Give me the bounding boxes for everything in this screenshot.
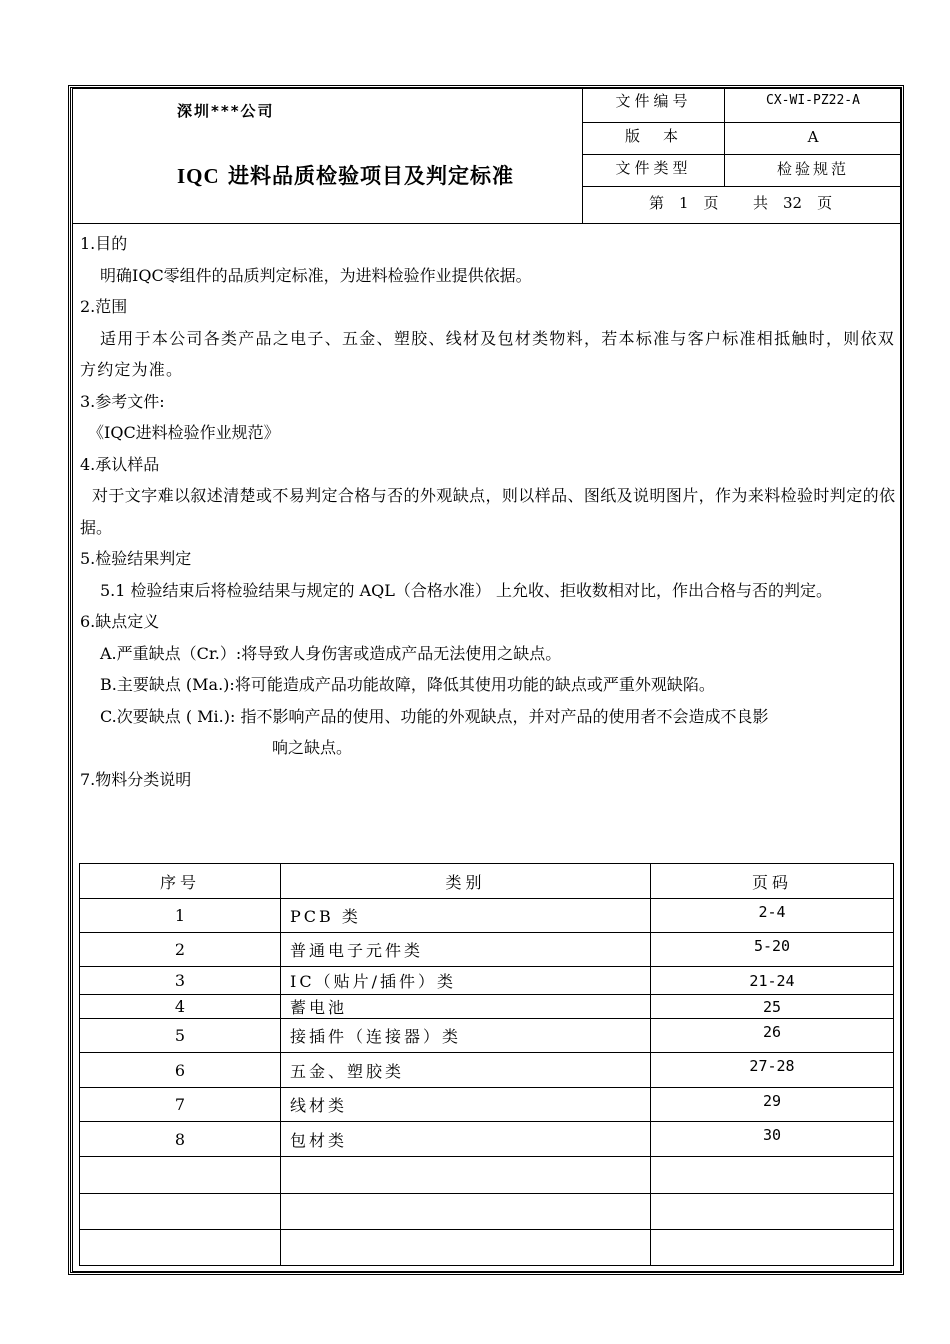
cell-category: 蓄电池 xyxy=(281,995,651,1019)
title-rest: 进料品质检验项目及判定标准 xyxy=(219,163,514,188)
meta-row-doc-number xyxy=(583,88,901,123)
meta-key: 文件类型 xyxy=(583,155,725,186)
pages-value: 29 xyxy=(762,1092,782,1110)
cell-category: 五金、塑胶类 xyxy=(281,1053,651,1088)
table-row-empty xyxy=(80,1157,894,1194)
page-info xyxy=(583,187,901,223)
meta-key: 文件编号 xyxy=(583,88,725,122)
cell-empty xyxy=(281,1230,651,1266)
cell-no: 3 xyxy=(80,967,281,995)
section-2-text: 适用于本公司各类产品之电子、五金、塑胶、线材及包材类物料，若本标准与客户标准相抵触时，则依双方约定为准。 xyxy=(80,328,895,379)
pages-value: 26 xyxy=(762,1023,782,1041)
cell-empty xyxy=(651,1194,894,1230)
defect-minor: C.次要缺点 ( Mi.): 指不影响产品的使用、功能的外观缺点，并对产品的使用者不会造成不良影 xyxy=(100,706,769,726)
cell-empty xyxy=(651,1230,894,1266)
section-5-text: 5.1 检验结束后将检验结果与规定的 AQL（合格水准） 上允收、拒收数相对比，作出合格与否的判定。 xyxy=(100,580,833,600)
cell-pages xyxy=(651,1122,894,1157)
meta-value: 检验规范 xyxy=(776,160,849,178)
cell-pages: 25 xyxy=(651,995,894,1019)
section-2-title: 2.范围 xyxy=(80,297,128,316)
cell-category: 普通电子元件类 xyxy=(281,933,651,967)
defect-major: B.主要缺点 (Ma.):将可能造成产品功能故障，降低其使用功能的缺点或严重外观缺陷。 xyxy=(100,675,715,694)
table-header-row xyxy=(80,864,894,899)
cell-empty xyxy=(80,1157,281,1194)
table-row xyxy=(80,899,894,933)
table-row xyxy=(80,967,894,995)
table-row-empty xyxy=(80,1194,894,1230)
cell-pages xyxy=(651,1019,894,1053)
table-row xyxy=(80,1122,894,1157)
header-meta-block xyxy=(583,88,901,223)
cell-no: 1 xyxy=(80,899,281,933)
pages-value: 2-4 xyxy=(758,903,786,921)
cell-empty xyxy=(651,1157,894,1194)
section-4-text: 对于文字难以叙述清楚或不易判定合格与否的外观缺点，则以样品、图纸及说明图片，作为来料检验时判定的依据。 xyxy=(80,486,895,537)
table-row xyxy=(80,995,894,1019)
section-3-title: 3.参考文件: xyxy=(80,391,165,411)
col-header-no: 序号 xyxy=(80,864,281,899)
section-1-text: 明确IQC零组件的品质判定标准，为进料检验作业提供依据。 xyxy=(100,265,532,285)
table-row xyxy=(80,1088,894,1122)
title-prefix: IQC xyxy=(177,164,220,188)
cell-no: 7 xyxy=(80,1088,281,1122)
table-row xyxy=(80,1053,894,1088)
cell-no: 4 xyxy=(80,995,281,1019)
meta-row-doc-type xyxy=(583,155,901,187)
cell-pages xyxy=(651,933,894,967)
section-3-text: 《IQC进料检验作业规范》 xyxy=(88,423,280,442)
document-body xyxy=(80,228,895,795)
col-header-pages: 页码 xyxy=(651,864,894,899)
defect-critical: A.严重缺点（Cr.）:将导致人身伤害或造成产品无法使用之缺点。 xyxy=(100,643,562,663)
pages-value: 30 xyxy=(762,1126,782,1144)
cell-category: 线材类 xyxy=(281,1088,651,1122)
cell-pages: 21-24 xyxy=(651,967,894,995)
col-header-category: 类别 xyxy=(281,864,651,899)
cell-empty xyxy=(80,1230,281,1266)
page-total: 共 32 页 xyxy=(753,194,833,212)
cell-category: 接插件（连接器）类 xyxy=(281,1019,651,1053)
table-row-empty xyxy=(80,1230,894,1266)
cell-empty xyxy=(80,1194,281,1230)
section-6-title: 6.缺点定义 xyxy=(80,612,160,631)
cell-no: 8 xyxy=(80,1122,281,1157)
section-1-title: 1.目的 xyxy=(80,234,128,253)
document-title xyxy=(177,160,514,190)
section-5-title: 5.检验结果判定 xyxy=(80,549,192,568)
cell-no: 6 xyxy=(80,1053,281,1088)
cell-pages xyxy=(651,1088,894,1122)
header-title-block xyxy=(72,88,583,223)
page-number: 第 1 页 xyxy=(649,194,719,212)
defect-minor-cont: 响之缺点。 xyxy=(272,738,353,757)
cell-pages xyxy=(651,899,894,933)
table-row xyxy=(80,1019,894,1053)
cell-no: 2 xyxy=(80,933,281,967)
material-classification-table xyxy=(79,863,894,1266)
section-4-title: 4.承认样品 xyxy=(80,454,160,474)
cell-pages xyxy=(651,1053,894,1088)
section-7-title: 7.物料分类说明 xyxy=(80,769,192,789)
cell-category: IC（贴片/插件）类 xyxy=(281,967,651,995)
company-name: 深圳***公司 xyxy=(177,102,275,120)
document-header xyxy=(72,88,901,224)
meta-value: A xyxy=(807,128,819,146)
pages-value: 5-20 xyxy=(753,937,791,955)
pages-value: 27-28 xyxy=(749,1057,795,1075)
cell-empty xyxy=(281,1194,651,1230)
cell-category: PCB 类 xyxy=(281,899,651,933)
cell-category: 包材类 xyxy=(281,1122,651,1157)
cell-empty xyxy=(281,1157,651,1194)
cell-no: 5 xyxy=(80,1019,281,1053)
meta-row-version xyxy=(583,123,901,155)
meta-key: 版 本 xyxy=(583,123,725,154)
meta-value: CX-WI-PZ22-A xyxy=(766,93,860,108)
table-row xyxy=(80,933,894,967)
